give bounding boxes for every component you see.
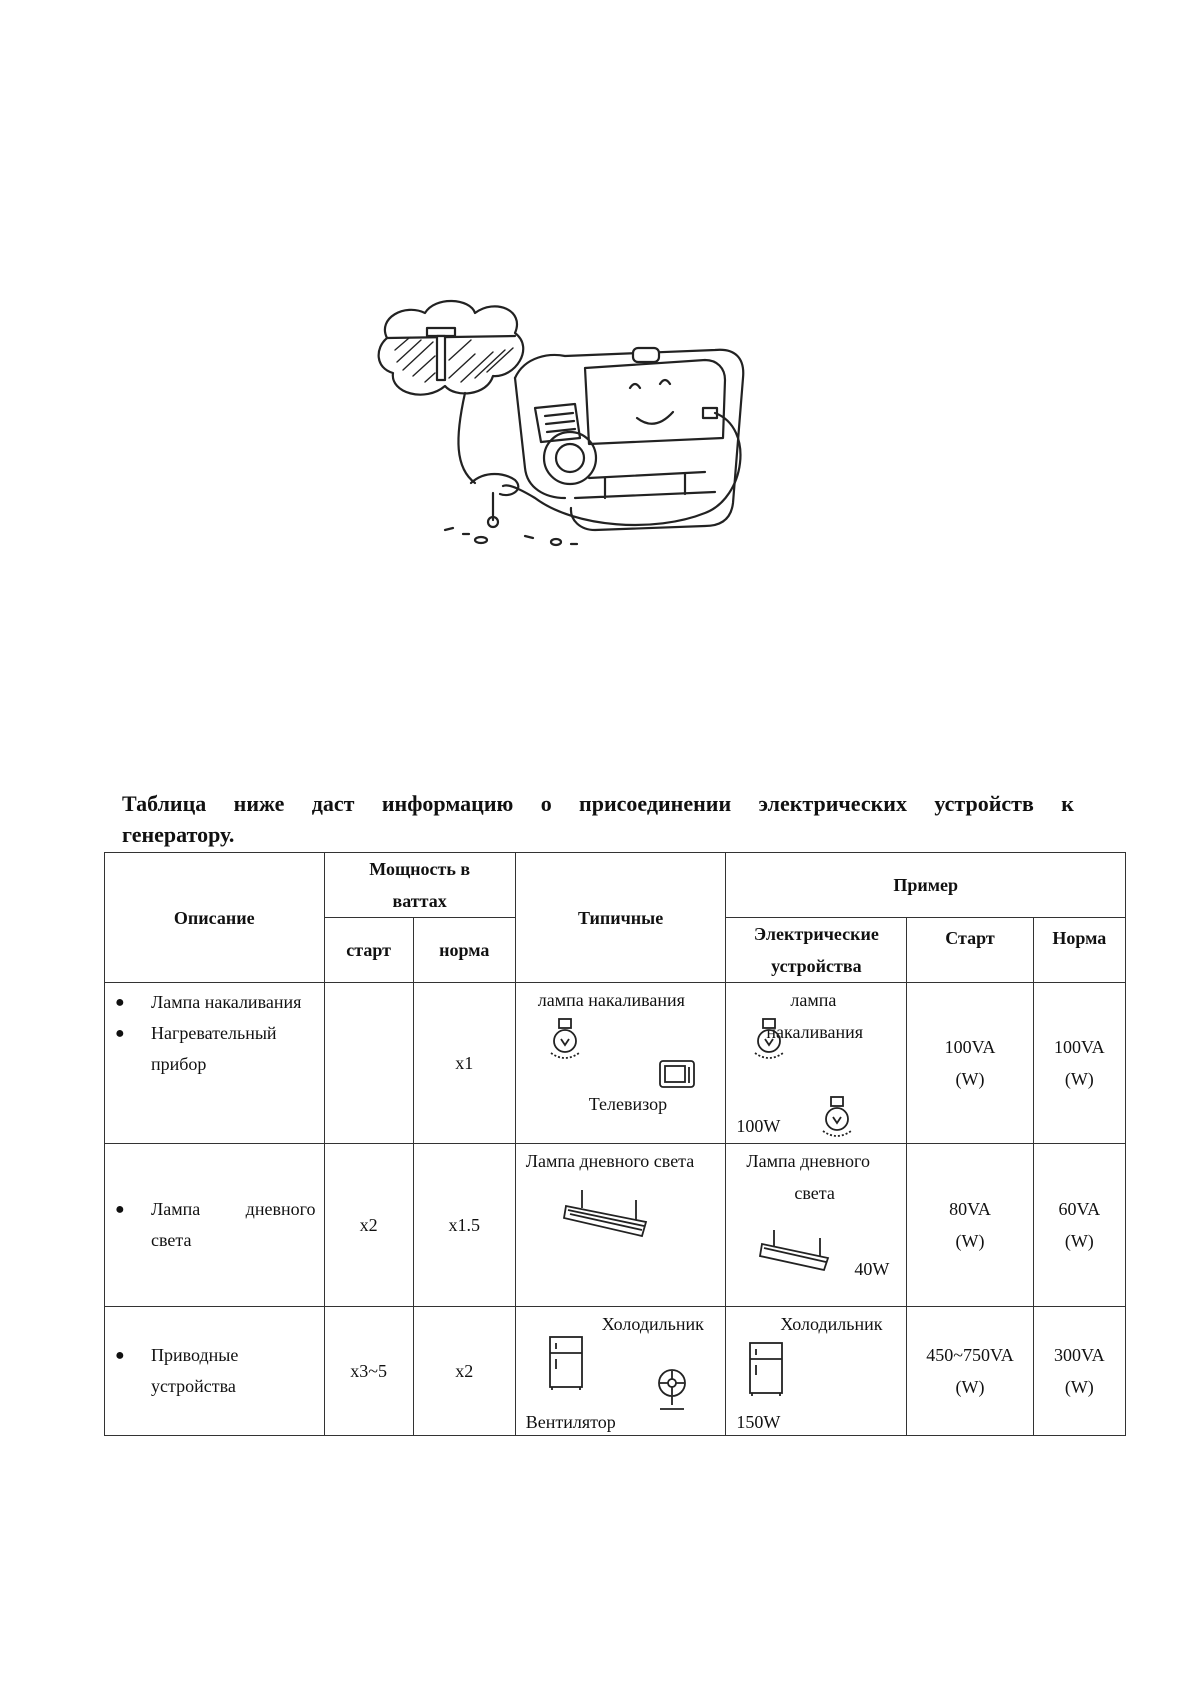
header-devices: Электрические устройства [726, 918, 907, 983]
example-start-unit: (W) [955, 1377, 985, 1397]
typical-label: Холодильник [601, 1314, 704, 1334]
table-row: ● Приводные устройства x3~5 x2 Холодильник Вентилятор Холодильник 150W 450~750VA (W) 300VA (W) [105, 1307, 1126, 1436]
header-start: старт [324, 918, 413, 983]
example-power: 100W [736, 1116, 781, 1136]
light-bulb-icon [752, 1017, 786, 1061]
light-bulb-icon [820, 1095, 854, 1139]
typical-label: лампа накаливания [537, 990, 685, 1010]
row-start: x3~5 [324, 1307, 413, 1436]
power-requirements-table [104, 852, 1126, 1436]
intro-line-2: генератору. [122, 822, 235, 847]
example-norm: 100VA [1053, 1037, 1105, 1057]
light-bulb-icon [548, 1017, 582, 1061]
intro-word: к [1061, 791, 1074, 816]
fluorescent-lamp-icon [562, 1186, 654, 1242]
typical-label-2: Вентилятор [525, 1412, 616, 1432]
intro-word: даст [311, 791, 355, 816]
header-example: Пример [726, 853, 1126, 918]
row-description: Лампа накаливания [151, 992, 302, 1012]
example-norm: 300VA [1053, 1345, 1105, 1365]
tv-icon [658, 1057, 698, 1091]
row-norm: x1 [413, 983, 515, 1144]
refrigerator-icon [746, 1341, 786, 1397]
example-norm-unit: (W) [1064, 1231, 1094, 1251]
row-norm: x2 [413, 1307, 515, 1436]
intro-word: присоединении [579, 791, 732, 816]
example-label: накаливания [766, 1022, 864, 1042]
example-label: лампа [790, 990, 837, 1010]
header-ex-norm: Норма [1033, 918, 1125, 983]
example-norm-unit: (W) [1064, 1069, 1094, 1089]
intro-word: Таблица [122, 791, 207, 816]
row-start [324, 983, 413, 1144]
table-row: ● Лампа дневного света x2 x1.5 Лампа дневного света Лампа дневного света 40W 80VA (W) 60VA (W) [105, 1144, 1126, 1307]
row-description: света [151, 1230, 192, 1250]
generator-grounding-illustration [375, 298, 775, 573]
example-power: 150W [736, 1412, 781, 1432]
example-power: 40W [854, 1259, 890, 1279]
example-label: Лампа дневного [746, 1151, 870, 1171]
table-intro-text [122, 788, 1074, 850]
example-start-unit: (W) [955, 1231, 985, 1251]
refrigerator-icon [546, 1335, 586, 1391]
header-norm: норма [413, 918, 515, 983]
example-norm: 60VA [1058, 1199, 1101, 1219]
header-wattage: Мощность в ваттах [324, 853, 515, 918]
intro-word: устройств [934, 791, 1034, 816]
intro-word: о [540, 791, 552, 816]
intro-word: информацию [381, 791, 514, 816]
example-start: 450~750VA [926, 1345, 1014, 1365]
fluorescent-lamp-icon [758, 1226, 834, 1276]
example-start-unit: (W) [955, 1069, 985, 1089]
row-description: Нагревательный прибор [151, 1023, 277, 1074]
row-start: x2 [324, 1144, 413, 1307]
row-norm: x1.5 [413, 1144, 515, 1307]
example-start: 80VA [949, 1199, 991, 1219]
table-row: ● Лампа накаливания ● Нагревательный прибор x1 лампа накаливания Телевизор лампа накаливания 100W 100VA (W) 100VA (W) [105, 983, 1126, 1144]
typical-label-2: Телевизор [588, 1094, 668, 1114]
header-typical: Типичные [515, 853, 726, 983]
row-description: Лампа дневного [151, 1199, 316, 1219]
example-start: 100VA [944, 1037, 996, 1057]
example-norm-unit: (W) [1064, 1377, 1094, 1397]
example-label: света [794, 1183, 835, 1203]
row-description: Приводные устройства [151, 1345, 239, 1396]
example-label: Холодильник [780, 1314, 883, 1334]
typical-label: Лампа дневного света [525, 1151, 695, 1171]
intro-word: электрических [758, 791, 907, 816]
header-description: Описание [105, 853, 325, 983]
header-ex-start: Старт [907, 918, 1033, 983]
fan-icon [654, 1367, 690, 1411]
intro-word: ниже [233, 791, 285, 816]
